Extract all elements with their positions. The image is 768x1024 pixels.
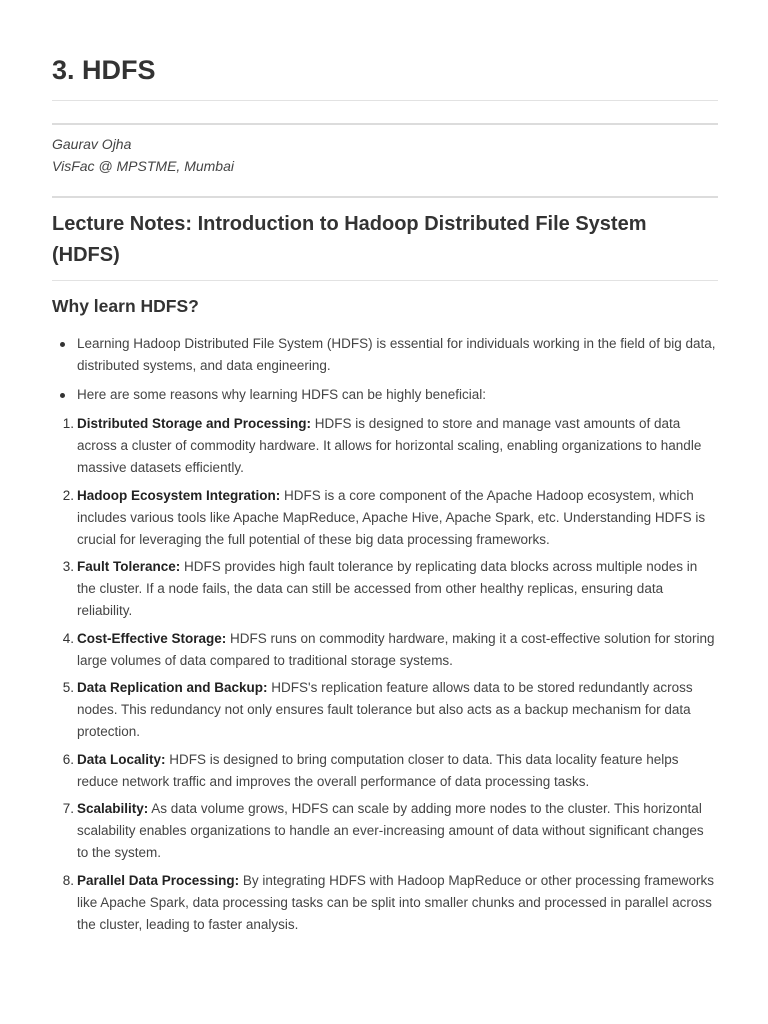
reason-text: HDFS runs on commodity hardware, making it a cost-effective solution for storing large volumes of data compared to traditional storage systems. bbox=[77, 630, 715, 668]
author-name: Gaurav Ojha bbox=[52, 136, 132, 152]
subsection-heading: Why learn HDFS? bbox=[52, 296, 199, 316]
reason-number: 2. bbox=[62, 487, 74, 503]
bullet-list bbox=[52, 333, 718, 406]
page-title: 3. HDFS bbox=[52, 55, 156, 85]
author-divider bbox=[52, 196, 718, 198]
header-divider bbox=[52, 123, 718, 125]
reason-number: 5. bbox=[62, 680, 74, 695]
document-page bbox=[52, 0, 718, 936]
reason-item bbox=[62, 628, 718, 672]
section-divider bbox=[52, 280, 718, 281]
author-affiliation: VisFac @ MPSTME, Mumbai bbox=[52, 158, 234, 174]
reason-term: Cost-Effective Storage: bbox=[77, 630, 227, 646]
reason-term: Hadoop Ecosystem Integration: bbox=[77, 487, 281, 503]
reason-text: HDFS is designed to bring computation closer to data. This data locality feature helps reduce network traffic and improves the overall performance of data processing tasks. bbox=[77, 751, 679, 789]
author-block bbox=[52, 133, 718, 177]
reason-number: 3. bbox=[62, 559, 74, 574]
title-divider bbox=[52, 100, 718, 101]
reason-item bbox=[62, 677, 718, 743]
reason-text: HDFS is a core component of the Apache Hadoop ecosystem, which includes various tools like Apache MapReduce, Apache Hive, Apache Spark, etc. Understanding HDFS is crucial for leveraging the full potential of these big data processing frameworks. bbox=[77, 487, 706, 547]
section-heading: Lecture Notes: Introduction to Hadoop Distributed File System (HDFS) bbox=[52, 213, 647, 266]
reason-item bbox=[62, 798, 718, 864]
reason-item bbox=[62, 485, 718, 551]
reason-text: HDFS provides high fault tolerance by replicating data blocks across multiple nodes in the cluster. If a node fails, the data can still be accessed from other healthy replicas, ensuring data reliability. bbox=[77, 559, 698, 618]
reason-number: 6. bbox=[62, 751, 74, 767]
reason-text: HDFS is designed to store and manage vast amounts of data across a cluster of commodity hardware. It allows for horizontal scaling, enabling organizations to handle massive datasets efficiently. bbox=[77, 416, 702, 475]
bullet-text: Learning Hadoop Distributed File System (HDFS) is essential for individuals working in the field of big data, distributed systems, and data engineering. bbox=[77, 336, 716, 373]
reason-term: Data Replication and Backup: bbox=[77, 680, 268, 695]
reason-term: Fault Tolerance: bbox=[77, 559, 181, 574]
reason-item bbox=[62, 556, 718, 622]
reason-term: Distributed Storage and Processing: bbox=[77, 416, 312, 431]
reason-number: 4. bbox=[62, 630, 74, 646]
reason-number: 1. bbox=[62, 416, 74, 431]
reason-term: Parallel Data Processing: bbox=[77, 872, 240, 888]
reason-text: As data volume grows, HDFS can scale by adding more nodes to the cluster. This horizontal scalability enables organizations to handle an ever-increasing amount of data without significant changes to the system. bbox=[77, 801, 704, 860]
bullet-icon bbox=[60, 342, 65, 347]
reason-number: 8. bbox=[62, 872, 74, 888]
bullet-item bbox=[77, 384, 718, 406]
reason-item bbox=[62, 413, 718, 479]
reason-number: 7. bbox=[62, 801, 74, 816]
reasons-list bbox=[52, 413, 718, 936]
bullet-text: Here are some reasons why learning HDFS can be highly beneficial: bbox=[77, 387, 486, 402]
bullet-icon bbox=[60, 393, 65, 398]
reason-term: Data Locality: bbox=[77, 751, 166, 767]
reason-term: Scalability: bbox=[77, 801, 149, 816]
reason-item bbox=[62, 870, 718, 936]
reason-item bbox=[62, 749, 718, 793]
reason-text: By integrating HDFS with Hadoop MapReduce or other processing frameworks like Apache Spark, data processing tasks can be split into smaller chunks and processed in parallel across the cluster, leading to faster analysis. bbox=[77, 872, 715, 932]
reason-text: HDFS's replication feature allows data to be stored redundantly across nodes. This redundancy not only ensures fault tolerance but also acts as a backup mechanism for data protection. bbox=[77, 680, 693, 739]
bullet-item bbox=[77, 333, 718, 377]
